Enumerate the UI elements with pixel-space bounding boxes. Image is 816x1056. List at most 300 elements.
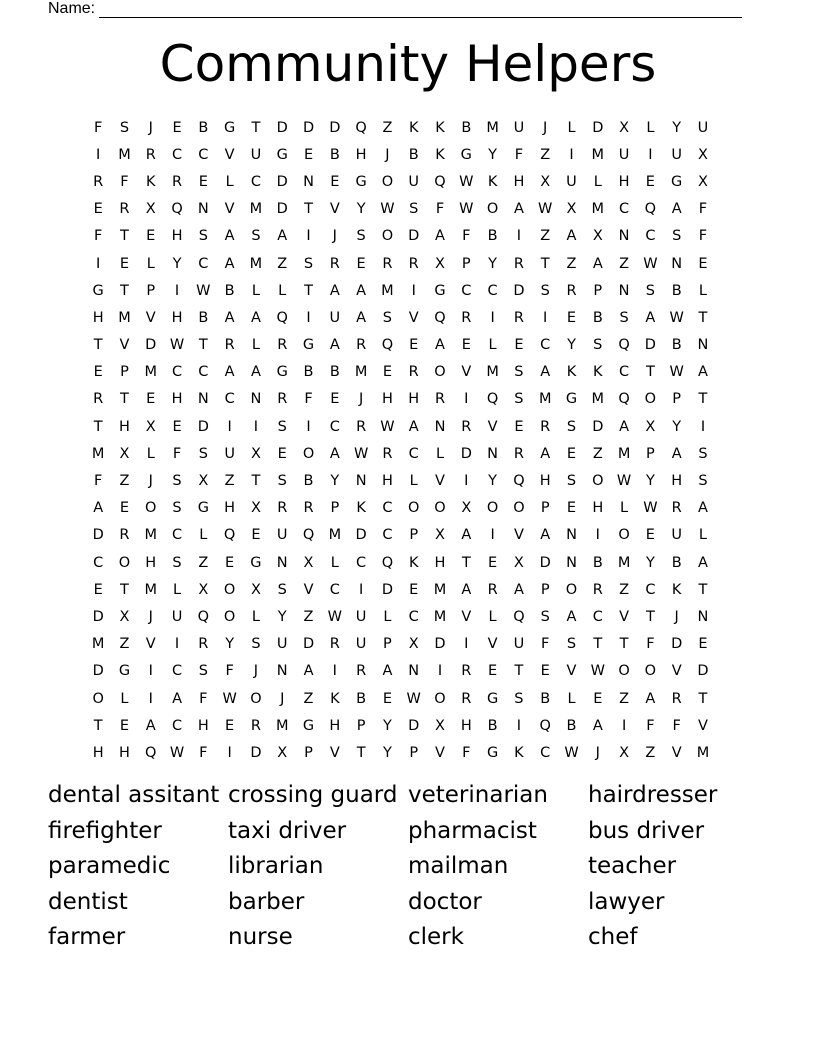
grid-letter: G bbox=[434, 282, 446, 299]
grid-letter: W bbox=[669, 364, 684, 381]
grid-letter: Y bbox=[488, 255, 498, 272]
grid-letter: H bbox=[355, 146, 367, 163]
grid-letter: I bbox=[96, 146, 101, 163]
grid-letter: I bbox=[437, 663, 443, 680]
grid-letter: A bbox=[461, 527, 472, 544]
grid-letter: E bbox=[514, 418, 524, 435]
grid-letter: H bbox=[197, 717, 209, 734]
grid-letter: V bbox=[329, 201, 340, 218]
grid-letter: D bbox=[592, 418, 604, 435]
grid-letter: L bbox=[330, 554, 339, 571]
grid-letter: X bbox=[645, 418, 656, 435]
grid-letter: D bbox=[145, 337, 157, 354]
grid-letter: A bbox=[250, 364, 261, 381]
grid-row bbox=[85, 440, 735, 467]
grid-letter: C bbox=[487, 282, 498, 299]
grid-letter: A bbox=[592, 255, 603, 272]
grid-letter: G bbox=[355, 173, 367, 190]
grid-letter: K bbox=[408, 119, 419, 136]
grid-letter: N bbox=[618, 228, 630, 245]
grid-letter: C bbox=[329, 418, 340, 435]
word-list-item: firefighter bbox=[48, 817, 162, 844]
grid-letter: T bbox=[120, 282, 129, 299]
grid-letter: O bbox=[592, 473, 604, 490]
grid-letter: R bbox=[382, 445, 393, 462]
grid-letter: M bbox=[538, 391, 552, 408]
grid-letter: Z bbox=[277, 255, 288, 272]
grid-letter: I bbox=[174, 282, 180, 299]
grid-letter: R bbox=[119, 201, 130, 218]
grid-letter: L bbox=[698, 527, 708, 544]
grid-letter: F bbox=[93, 119, 103, 136]
grid-letter: L bbox=[172, 581, 182, 598]
grid-letter: E bbox=[488, 663, 498, 680]
name-blank-line[interactable] bbox=[99, 3, 742, 18]
grid-letter: W bbox=[380, 418, 395, 435]
grid-letter: F bbox=[462, 744, 471, 761]
grid-letter: N bbox=[250, 391, 262, 408]
grid-letter: F bbox=[199, 690, 208, 707]
grid-letter: W bbox=[669, 309, 684, 326]
grid-letter: E bbox=[119, 500, 130, 517]
grid-letter: U bbox=[697, 119, 709, 136]
grid-letter: T bbox=[593, 636, 603, 653]
grid-letter: I bbox=[516, 717, 522, 734]
grid-letter: Q bbox=[381, 337, 394, 354]
grid-letter: I bbox=[332, 663, 337, 680]
grid-letter: I bbox=[700, 418, 706, 435]
grid-letter: H bbox=[329, 717, 341, 734]
grid-letter: F bbox=[514, 146, 524, 163]
grid-letter: S bbox=[119, 119, 130, 136]
grid-letter: G bbox=[250, 554, 262, 571]
grid-letter: P bbox=[383, 636, 392, 653]
grid-letter: E bbox=[93, 201, 103, 218]
word-list-item: mailman bbox=[408, 853, 509, 880]
grid-letter: C bbox=[198, 146, 209, 163]
grid-letter: Z bbox=[645, 744, 656, 761]
grid-letter: A bbox=[408, 418, 419, 435]
grid-letter: U bbox=[671, 527, 682, 544]
grid-letter: S bbox=[251, 636, 261, 653]
grid-letter: R bbox=[145, 146, 156, 163]
grid-letter: M bbox=[433, 608, 447, 625]
grid-letter: K bbox=[435, 119, 445, 136]
grid-row bbox=[85, 658, 735, 685]
grid-letter: A bbox=[93, 500, 104, 517]
grid-letter: V bbox=[513, 527, 524, 544]
grid-letter: A bbox=[224, 364, 235, 381]
grid-letter: M bbox=[249, 255, 263, 272]
grid-row bbox=[85, 196, 735, 223]
grid-letter: K bbox=[408, 554, 419, 571]
grid-letter: W bbox=[643, 255, 658, 272]
grid-letter: F bbox=[698, 201, 708, 218]
grid-letter: Q bbox=[302, 527, 315, 544]
grid-letter: L bbox=[593, 173, 602, 190]
grid-letter: A bbox=[303, 663, 314, 680]
grid-letter: O bbox=[92, 690, 104, 707]
grid-letter: W bbox=[222, 690, 237, 707]
grid-letter: F bbox=[172, 445, 182, 462]
grid-letter: A bbox=[540, 364, 551, 381]
grid-letter: R bbox=[513, 309, 524, 326]
grid-letter: M bbox=[91, 636, 105, 653]
grid-letter: X bbox=[198, 581, 209, 598]
grid-letter: K bbox=[514, 744, 524, 761]
grid-letter: Z bbox=[540, 228, 551, 245]
grid-letter: Q bbox=[513, 608, 525, 625]
grid-letter: N bbox=[303, 173, 314, 190]
grid-letter: V bbox=[303, 581, 314, 598]
grid-letter: W bbox=[327, 608, 342, 625]
grid-letter: S bbox=[645, 282, 655, 299]
grid-letter: P bbox=[672, 391, 682, 408]
grid-letter: U bbox=[355, 636, 367, 653]
grid-letter: G bbox=[276, 146, 288, 163]
grid-letter: S bbox=[672, 228, 682, 245]
grid-letter: Q bbox=[145, 744, 157, 761]
grid-letter: O bbox=[618, 663, 630, 680]
grid-letter: V bbox=[119, 337, 130, 354]
grid-letter: A bbox=[172, 690, 182, 707]
grid-letter: V bbox=[408, 309, 419, 326]
grid-letter: P bbox=[409, 527, 419, 544]
grid-letter: N bbox=[566, 527, 577, 544]
grid-row bbox=[85, 359, 735, 386]
grid-letter: C bbox=[93, 554, 104, 571]
word-list-item: pharmacist bbox=[408, 817, 537, 844]
grid-letter: T bbox=[698, 309, 708, 326]
grid-letter: K bbox=[566, 364, 577, 381]
grid-letter: S bbox=[514, 364, 524, 381]
grid-letter: O bbox=[486, 500, 499, 517]
grid-letter: E bbox=[303, 146, 314, 163]
grid-row bbox=[85, 549, 735, 576]
grid-letter: E bbox=[277, 445, 287, 462]
word-list-item: clerk bbox=[408, 924, 464, 951]
grid-letter: D bbox=[381, 581, 393, 598]
grid-letter: A bbox=[592, 717, 603, 734]
grid-letter: U bbox=[408, 173, 420, 190]
grid-letter: Y bbox=[672, 119, 682, 136]
grid-letter: A bbox=[671, 445, 682, 462]
grid-letter: R bbox=[356, 663, 367, 680]
grid-row bbox=[85, 386, 735, 413]
grid-letter: U bbox=[355, 608, 367, 625]
grid-letter: O bbox=[644, 663, 657, 680]
grid-letter: E bbox=[330, 391, 340, 408]
grid-row bbox=[85, 467, 735, 494]
grid-letter: P bbox=[330, 500, 340, 517]
grid-letter: O bbox=[408, 500, 420, 517]
grid-letter: M bbox=[354, 364, 368, 381]
grid-letter: L bbox=[620, 500, 629, 517]
grid-letter: R bbox=[461, 663, 472, 680]
grid-letter: O bbox=[381, 173, 394, 190]
grid-letter: X bbox=[592, 228, 603, 245]
grid-letter: H bbox=[513, 173, 525, 190]
grid-letter: O bbox=[486, 201, 499, 218]
grid-letter: W bbox=[196, 282, 211, 299]
grid-letter: Q bbox=[513, 473, 525, 490]
grid-letter: C bbox=[645, 581, 656, 598]
grid-letter: K bbox=[435, 146, 445, 163]
grid-letter: N bbox=[487, 445, 499, 462]
grid-letter: V bbox=[329, 744, 340, 761]
grid-letter: V bbox=[698, 717, 708, 734]
grid-letter: V bbox=[619, 608, 630, 625]
grid-letter: E bbox=[488, 554, 498, 571]
grid-letter: Z bbox=[540, 146, 551, 163]
grid-letter: C bbox=[540, 744, 551, 761]
grid-letter: B bbox=[671, 337, 682, 354]
grid-letter: B bbox=[198, 119, 209, 136]
grid-letter: X bbox=[250, 500, 261, 517]
grid-letter: T bbox=[120, 581, 129, 598]
grid-letter: S bbox=[566, 636, 577, 653]
grid-letter: H bbox=[92, 744, 104, 761]
grid-letter: J bbox=[358, 391, 364, 408]
grid-letter: V bbox=[461, 608, 472, 625]
grid-letter: D bbox=[329, 119, 341, 136]
grid-letter: H bbox=[671, 473, 683, 490]
grid-letter: E bbox=[119, 255, 130, 272]
grid-letter: G bbox=[486, 744, 499, 761]
grid-letter: A bbox=[461, 581, 472, 598]
grid-letter: Y bbox=[382, 717, 392, 734]
grid-letter: C bbox=[592, 608, 603, 625]
grid-letter: Y bbox=[645, 554, 655, 571]
grid-letter: D bbox=[92, 608, 104, 625]
grid-letter: U bbox=[671, 146, 682, 163]
grid-letter: Y bbox=[356, 201, 366, 218]
grid-letter: J bbox=[148, 473, 153, 490]
grid-letter: Z bbox=[619, 581, 630, 598]
grid-letter: M bbox=[617, 554, 631, 571]
word-list-item: hairdresser bbox=[588, 782, 718, 808]
grid-row bbox=[85, 413, 735, 440]
grid-letter: C bbox=[382, 527, 393, 544]
word-list-item: chef bbox=[588, 924, 638, 951]
grid-letter: U bbox=[566, 173, 577, 190]
grid-letter: L bbox=[251, 282, 260, 299]
grid-letter: A bbox=[356, 282, 367, 299]
grid-letter: M bbox=[591, 391, 605, 408]
grid-letter: A bbox=[566, 608, 577, 625]
grid-letter: B bbox=[592, 554, 603, 571]
grid-letter: R bbox=[356, 418, 367, 435]
grid-letter: X bbox=[619, 119, 630, 136]
grid-letter: F bbox=[646, 636, 655, 653]
grid-letter: R bbox=[461, 690, 472, 707]
grid-letter: O bbox=[118, 554, 131, 571]
grid-letter: I bbox=[148, 690, 153, 707]
grid-letter: G bbox=[197, 500, 209, 517]
grid-letter: E bbox=[330, 173, 340, 190]
grid-letter: C bbox=[171, 364, 183, 381]
grid-letter: M bbox=[144, 527, 157, 544]
grid-letter: Q bbox=[486, 391, 499, 408]
word-list-item: crossing guard bbox=[228, 782, 398, 808]
grid-letter: S bbox=[277, 473, 287, 490]
grid-letter: A bbox=[671, 201, 682, 218]
grid-letter: F bbox=[646, 717, 655, 734]
grid-letter: F bbox=[120, 173, 129, 190]
grid-letter: L bbox=[567, 119, 576, 136]
grid-letter: A bbox=[645, 690, 656, 707]
grid-letter: D bbox=[92, 527, 104, 544]
grid-letter: H bbox=[171, 228, 183, 245]
grid-letter: G bbox=[486, 690, 499, 707]
grid-letter: N bbox=[197, 391, 209, 408]
grid-letter: Z bbox=[619, 690, 630, 707]
grid-letter: Z bbox=[119, 473, 130, 490]
grid-letter: Y bbox=[172, 255, 182, 272]
grid-letter: A bbox=[356, 309, 367, 326]
grid-letter: P bbox=[146, 282, 156, 299]
grid-letter: P bbox=[540, 500, 550, 517]
grid-letter: T bbox=[304, 282, 313, 299]
grid-letter: P bbox=[646, 445, 655, 462]
grid-letter: E bbox=[645, 173, 655, 190]
grid-letter: C bbox=[224, 391, 235, 408]
grid-letter: M bbox=[433, 581, 447, 598]
grid-letter: E bbox=[172, 119, 182, 136]
grid-letter: X bbox=[119, 608, 130, 625]
grid-letter: F bbox=[672, 717, 681, 734]
grid-letter: Z bbox=[224, 473, 235, 490]
grid-letter: U bbox=[276, 636, 288, 653]
grid-letter: L bbox=[488, 337, 497, 354]
word-list-item: taxi driver bbox=[228, 817, 347, 844]
grid-letter: E bbox=[198, 173, 208, 190]
word-list bbox=[48, 778, 788, 956]
grid-letter: J bbox=[280, 690, 285, 707]
grid-letter: L bbox=[251, 337, 260, 354]
grid-letter: A bbox=[698, 554, 708, 571]
grid-letter: L bbox=[383, 608, 392, 625]
grid-row bbox=[85, 712, 735, 739]
grid-letter: T bbox=[619, 636, 629, 653]
grid-letter: K bbox=[356, 500, 366, 517]
grid-letter: T bbox=[120, 228, 129, 245]
grid-letter: C bbox=[198, 255, 209, 272]
grid-letter: R bbox=[277, 500, 288, 517]
grid-letter: N bbox=[566, 554, 577, 571]
grid-letter: M bbox=[144, 364, 157, 381]
grid-letter: S bbox=[566, 473, 577, 490]
grid-letter: V bbox=[224, 201, 235, 218]
grid-letter: W bbox=[643, 500, 658, 517]
grid-letter: E bbox=[146, 391, 156, 408]
grid-letter: C bbox=[382, 500, 393, 517]
grid-letter: B bbox=[303, 473, 314, 490]
grid-letter: K bbox=[330, 690, 340, 707]
grid-letter: C bbox=[461, 282, 472, 299]
word-list-item: bus driver bbox=[588, 817, 705, 844]
grid-letter: D bbox=[302, 636, 315, 653]
grid-letter: O bbox=[513, 500, 525, 517]
grid-letter: T bbox=[540, 255, 550, 272]
grid-letter: Y bbox=[382, 744, 392, 761]
grid-letter: P bbox=[409, 744, 419, 761]
grid-letter: J bbox=[595, 744, 600, 761]
grid-letter: Y bbox=[672, 418, 682, 435]
grid-letter: P bbox=[593, 282, 603, 299]
grid-letter: M bbox=[118, 309, 131, 326]
grid-letter: T bbox=[461, 554, 471, 571]
grid-letter: R bbox=[329, 255, 340, 272]
grid-letter: S bbox=[198, 445, 208, 462]
grid-letter: I bbox=[490, 309, 495, 326]
word-list-item: farmer bbox=[48, 924, 126, 951]
grid-letter: I bbox=[306, 309, 311, 326]
grid-letter: E bbox=[382, 364, 392, 381]
grid-letter: J bbox=[385, 146, 390, 163]
grid-letter: C bbox=[250, 173, 261, 190]
grid-letter: X bbox=[145, 201, 156, 218]
grid-letter: D bbox=[408, 228, 420, 245]
grid-letter: B bbox=[461, 119, 472, 136]
grid-row bbox=[85, 168, 735, 195]
grid-letter: K bbox=[487, 173, 498, 190]
grid-letter: D bbox=[671, 636, 683, 653]
grid-letter: F bbox=[93, 228, 103, 245]
word-list-item: lawyer bbox=[588, 888, 665, 915]
grid-letter: E bbox=[593, 690, 603, 707]
grid-letter: A bbox=[435, 228, 445, 245]
grid-letter: A bbox=[329, 337, 340, 354]
grid-letter: D bbox=[592, 119, 604, 136]
grid-letter: D bbox=[513, 282, 525, 299]
grid-row bbox=[85, 522, 735, 549]
grid-letter: Z bbox=[592, 445, 603, 462]
grid-letter: Z bbox=[566, 255, 577, 272]
grid-letter: A bbox=[698, 364, 708, 381]
grid-letter: A bbox=[224, 255, 235, 272]
grid-letter: I bbox=[648, 146, 653, 163]
grid-letter: U bbox=[250, 146, 262, 163]
grid-letter: Q bbox=[434, 309, 446, 326]
grid-letter: V bbox=[671, 744, 682, 761]
grid-letter: R bbox=[671, 690, 682, 707]
grid-letter: F bbox=[199, 744, 208, 761]
grid-letter: X bbox=[435, 717, 445, 734]
grid-letter: I bbox=[306, 228, 311, 245]
grid-letter: I bbox=[253, 418, 259, 435]
grid-letter: F bbox=[304, 391, 313, 408]
grid-letter: O bbox=[381, 228, 394, 245]
grid-letter: D bbox=[276, 119, 288, 136]
grid-letter: O bbox=[223, 581, 236, 598]
grid-letter: L bbox=[409, 473, 418, 490]
grid-letter: O bbox=[145, 500, 157, 517]
grid-letter: I bbox=[174, 636, 180, 653]
grid-letter: R bbox=[671, 500, 682, 517]
grid-row bbox=[85, 141, 735, 168]
grid-letter: D bbox=[302, 119, 315, 136]
grid-letter: C bbox=[540, 337, 551, 354]
grid-letter: J bbox=[543, 119, 548, 136]
grid-letter: S bbox=[698, 473, 708, 490]
grid-letter: S bbox=[198, 228, 208, 245]
grid-letter: R bbox=[592, 581, 603, 598]
grid-letter: I bbox=[516, 228, 522, 245]
grid-letter: B bbox=[408, 146, 419, 163]
grid-letter: E bbox=[225, 554, 235, 571]
grid-letter: B bbox=[540, 690, 551, 707]
